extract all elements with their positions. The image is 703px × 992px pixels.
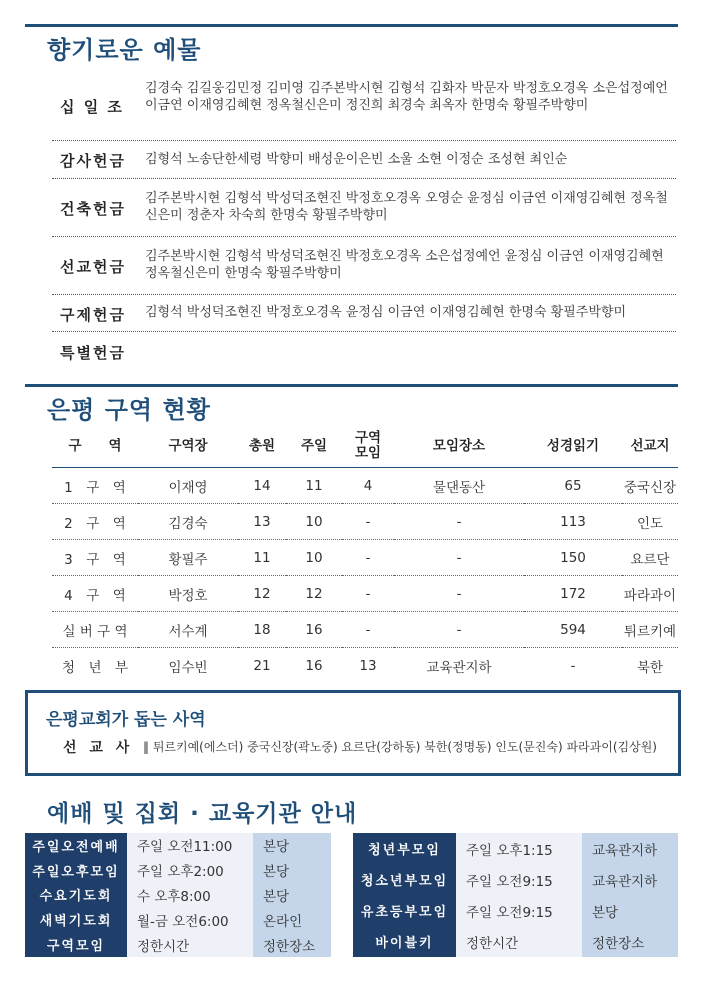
- schedule-place: 교육관지하: [582, 864, 678, 895]
- schedule-name: 유초등부모임: [353, 895, 456, 926]
- schedule-time: 주일 오후1:15: [456, 833, 582, 864]
- table-cell: 요르단: [622, 540, 678, 576]
- offering-row: [52, 236, 676, 295]
- table-cell: 인도: [622, 504, 678, 540]
- column-header: 주일: [286, 425, 342, 468]
- table-cell: -: [342, 504, 394, 540]
- schedule-name: 새벽기도회: [25, 907, 127, 932]
- table-cell: 이재영: [138, 468, 238, 504]
- districts-title: 은평 구역 현황: [47, 396, 211, 424]
- offering-label: 선교헌금: [60, 258, 126, 276]
- schedule-title: 예배 및 집회 · 교육기관 안내: [47, 801, 358, 827]
- schedule-time: 정한시간: [456, 926, 582, 957]
- offering-label: 십 일 조: [60, 98, 124, 116]
- table-cell: 16: [305, 657, 323, 674]
- table-cell: 실 버 구 역: [52, 612, 138, 648]
- schedule-name: 청년부모임: [353, 833, 456, 864]
- table-cell: 황필주: [138, 540, 238, 576]
- table-cell: 2 구 역: [52, 504, 138, 540]
- table-cell: 13: [359, 657, 377, 674]
- schedule-name: 주일오전예배: [25, 833, 127, 858]
- schedule-time: 정한시간: [127, 932, 253, 957]
- table-cell: 16: [286, 612, 342, 648]
- column-header: 구역 모임: [342, 425, 394, 468]
- offering-row: [52, 178, 676, 237]
- table-cell: 65: [524, 468, 622, 504]
- table-cell: 4 구 역: [52, 576, 138, 612]
- table-cell: 1 구 역: [52, 468, 138, 504]
- schedule-name: 수요기도회: [25, 883, 127, 908]
- offering-names: 김형석 노송단한세령 박향미 배성운이은빈 소울 소현 이정순 조성현 최인순: [145, 152, 568, 167]
- table-row: [52, 468, 678, 504]
- table-row: [52, 576, 678, 612]
- column-header: 구역장: [138, 425, 238, 468]
- table-cell: 김경숙: [138, 504, 238, 540]
- table-cell: 14: [238, 468, 286, 504]
- table-cell: 박정호: [138, 576, 238, 612]
- table-cell: -: [394, 612, 524, 648]
- districts-table: [52, 425, 678, 683]
- section-rule: [25, 24, 678, 27]
- table-cell: 11: [286, 468, 342, 504]
- schedule-name: 구역모임: [25, 932, 127, 957]
- table-cell: 13: [238, 504, 286, 540]
- table-cell: 172: [524, 576, 622, 612]
- schedule-place: 정한장소: [253, 932, 331, 957]
- offering-label: 구제헌금: [60, 306, 126, 324]
- table-header-row: [52, 425, 678, 468]
- schedule-place: 본당: [253, 833, 331, 858]
- offering-row: [52, 140, 676, 179]
- mission-title: 은평교회가 돕는 사역: [46, 710, 206, 730]
- table-cell: 10: [286, 504, 342, 540]
- offering-row: [52, 70, 676, 141]
- table-cell: 북한: [636, 659, 664, 676]
- schedule-time: 주일 오전11:00: [127, 833, 253, 858]
- table-cell: -: [342, 540, 394, 576]
- table-cell: 113: [524, 504, 622, 540]
- table-cell: 150: [524, 540, 622, 576]
- offering-names: 김주본박시현 김형석 박성덕조현진 박정호오경옥 오영순 윤정심 이금연 이재영김혜현 정옥철신은미 정춘자 차숙희 한명숙 황필주박향미: [145, 191, 668, 223]
- mission-label: 선 교 사: [63, 740, 134, 756]
- table-cell: 임수빈: [168, 659, 208, 676]
- offering-row: [52, 294, 676, 332]
- column-header: 선교지: [622, 425, 678, 468]
- table-cell: 12: [238, 576, 286, 612]
- schedule-name: 청소년부모임: [353, 864, 456, 895]
- table-cell: 청 년 부: [61, 659, 129, 676]
- table-row: [52, 540, 678, 576]
- table-cell: 10: [286, 540, 342, 576]
- section-rule: [25, 384, 678, 387]
- schedule-row: [353, 926, 678, 957]
- table-row: [52, 504, 678, 540]
- column-header: 구 역: [52, 425, 138, 468]
- table-row: [52, 612, 678, 648]
- table-cell: 594: [524, 612, 622, 648]
- schedule-time: 월-금 오전6:00: [127, 907, 253, 932]
- table-cell: -: [342, 576, 394, 612]
- schedule-place: 정한장소: [582, 926, 678, 957]
- schedule-time: 주일 오후2:00: [127, 858, 253, 883]
- mission-box: [25, 690, 681, 776]
- column-header: 모임장소: [394, 425, 524, 468]
- schedule-row: [25, 833, 331, 858]
- table-cell: 11: [238, 540, 286, 576]
- schedule-place: 온라인: [253, 907, 331, 932]
- column-header: 총원: [238, 425, 286, 468]
- schedule-row: [353, 895, 678, 926]
- table-cell: 4: [342, 468, 394, 504]
- schedule-time: 수 오후8:00: [127, 883, 253, 908]
- schedule-time: 주일 오전9:15: [456, 864, 582, 895]
- table-row: [52, 648, 678, 684]
- offering-label: 건축헌금: [60, 200, 126, 218]
- offering-names: 김경숙 김길웅김민정 김미영 김주본박시현 김형석 김화자 박문자 박정호오경옥 소은섭정예언 이금연 이재영김혜현 정옥철신은미 정진희 최경숙 최옥자 한명숙 황필주박향미: [145, 81, 668, 113]
- table-cell: -: [394, 576, 524, 612]
- schedule-time: 주일 오전9:15: [456, 895, 582, 926]
- schedule-row: [25, 858, 331, 883]
- table-cell: -: [394, 540, 524, 576]
- offering-names: 김형석 박성덕조현진 박정호오경옥 윤정심 이금연 이재영김혜현 한명숙 황필주박향미: [145, 305, 627, 320]
- table-cell: -: [570, 657, 576, 674]
- table-cell: 교육관지하: [426, 659, 492, 676]
- schedule-name: 주일오후모임: [25, 858, 127, 883]
- table-cell: 튀르키예: [622, 612, 678, 648]
- table-cell: 서수계: [138, 612, 238, 648]
- table-cell: 파라과이: [622, 576, 678, 612]
- table-cell: -: [394, 504, 524, 540]
- table-cell: 21: [253, 657, 271, 674]
- offering-names: 김주본박시현 김형석 박성덕조현진 박정호오경옥 소은섭정예언 윤정심 이금연 이재영김혜현 정옥철신은미 한명숙 황필주박향미: [145, 249, 664, 281]
- schedule-place: 교육관지하: [582, 833, 678, 864]
- table-cell: 3 구 역: [52, 540, 138, 576]
- column-header: 성경읽기: [524, 425, 622, 468]
- offering-label: 특별헌금: [60, 344, 126, 362]
- schedule-place: 본당: [253, 883, 331, 908]
- schedule-table-right: [353, 833, 678, 957]
- offering-row: [52, 331, 676, 371]
- schedule-row: [353, 864, 678, 895]
- schedule-place: 본당: [253, 858, 331, 883]
- schedule-row: [25, 932, 331, 957]
- table-cell: 물댄동산: [394, 468, 524, 504]
- table-cell: 18: [238, 612, 286, 648]
- offering-label: 감사헌금: [60, 152, 126, 170]
- schedule-place: 본당: [582, 895, 678, 926]
- table-cell: 중국신장: [622, 468, 678, 504]
- schedule-name: 바이블키: [353, 926, 456, 957]
- schedule-row: [25, 883, 331, 908]
- schedule-row: [25, 907, 331, 932]
- table-cell: -: [342, 612, 394, 648]
- mission-text: ‖ 튀르키예(에스더) 중국신장(곽노중) 요르단(강하동) 북한(정명동) 인도(문진숙) 파라과이(김상원): [143, 740, 657, 754]
- offerings-title: 향기로운 예물: [47, 36, 202, 64]
- schedule-row: [353, 833, 678, 864]
- schedule-table-left: [25, 833, 331, 957]
- table-cell: 12: [286, 576, 342, 612]
